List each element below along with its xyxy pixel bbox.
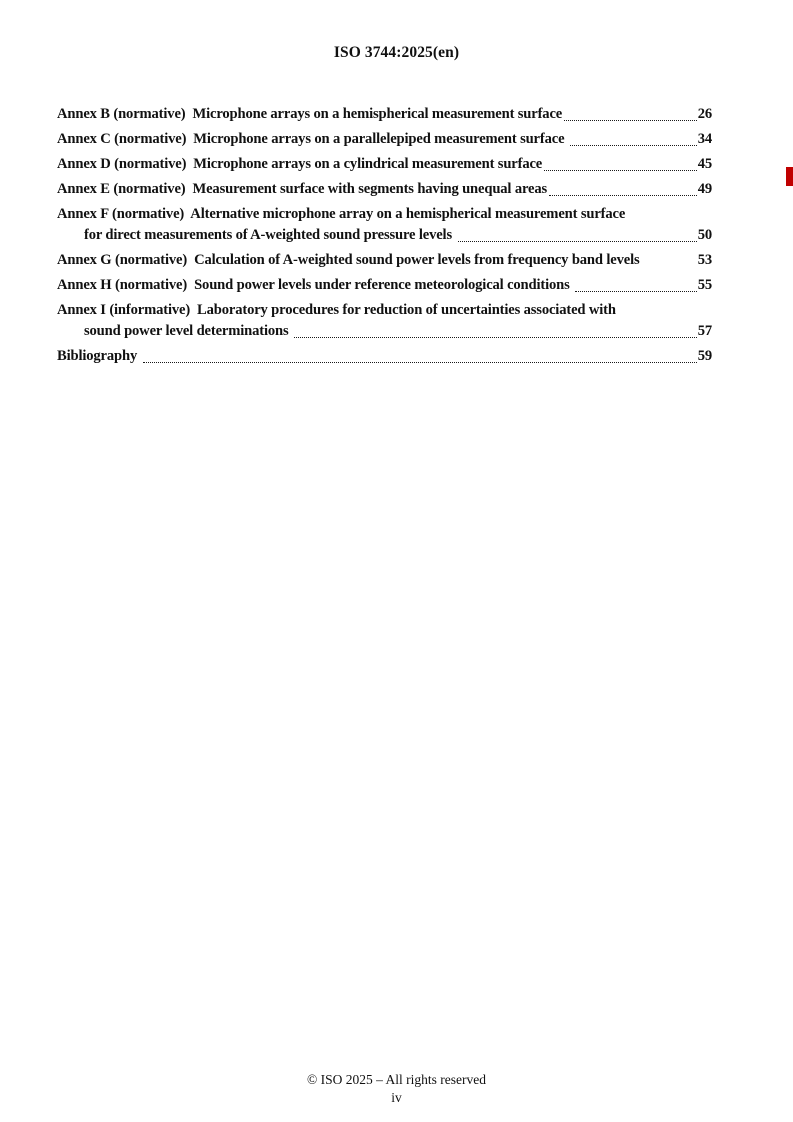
toc-entry-text: Annex C (normative) Microphone arrays on a parallelepiped measurement surface (57, 131, 568, 147)
toc-page-number: 45 (697, 156, 712, 172)
leader-dots (458, 241, 697, 242)
toc-page-number: 26 (697, 106, 712, 122)
toc-entry[interactable] (57, 300, 712, 342)
toc-entry[interactable] (57, 129, 712, 150)
toc-entry[interactable] (57, 179, 712, 200)
copyright-notice: © ISO 2025 – All rights reserved (307, 1072, 486, 1087)
toc-entry[interactable] (57, 346, 712, 367)
leader-dots (544, 170, 697, 171)
page-title: ISO 3744:2025(en) (333, 44, 460, 61)
toc-page-number: 55 (697, 277, 712, 293)
toc-entry[interactable] (57, 275, 712, 296)
toc-entry[interactable] (57, 250, 712, 271)
table-of-contents (57, 104, 712, 371)
leader-dots (575, 291, 697, 292)
toc-entry-text: Annex E (normative) Measurement surface with segments having unequal areas (57, 181, 548, 197)
toc-entry-text: Annex H (normative) Sound power levels under reference meteorological conditions (57, 277, 574, 293)
leader-dots (564, 120, 697, 121)
leader-dots (143, 362, 697, 363)
leader-dots (294, 337, 697, 338)
toc-entry-text: for direct measurements of A-weighted sound pressure levels (84, 227, 456, 243)
toc-entry-text: Annex F (normative) Alternative microphone array on a hemispherical measurement surface (57, 206, 626, 222)
toc-entry-text: sound power level determinations (84, 323, 293, 339)
leader-dots (570, 145, 697, 146)
leader-dots (549, 195, 697, 196)
toc-entry[interactable] (57, 154, 712, 175)
toc-page-number: 50 (697, 227, 712, 243)
toc-entry-text: Annex D (normative) Microphone arrays on a cylindrical measurement surface (57, 156, 543, 172)
toc-entry-text: Annex B (normative) Microphone arrays on a hemispherical measurement surface (57, 106, 563, 122)
toc-entry-text: Bibliography (57, 348, 141, 364)
toc-entry-text: Annex G (normative) Calculation of A-weighted sound power levels from frequency band levels (57, 252, 640, 268)
toc-page-number: 59 (697, 348, 712, 364)
toc-page-number: 34 (697, 131, 712, 147)
toc-entry-text: Annex I (informative) Laboratory procedures for reduction of uncertainties associated with (57, 302, 616, 318)
revision-marker (786, 167, 793, 186)
page-footer (0, 1071, 793, 1107)
toc-page-number: 49 (697, 181, 712, 197)
toc-page-number: 53 (697, 252, 712, 268)
toc-entry[interactable] (57, 204, 712, 246)
toc-entry[interactable] (57, 104, 712, 125)
folio-page-number: iv (391, 1090, 402, 1105)
toc-page-number: 57 (697, 323, 712, 339)
